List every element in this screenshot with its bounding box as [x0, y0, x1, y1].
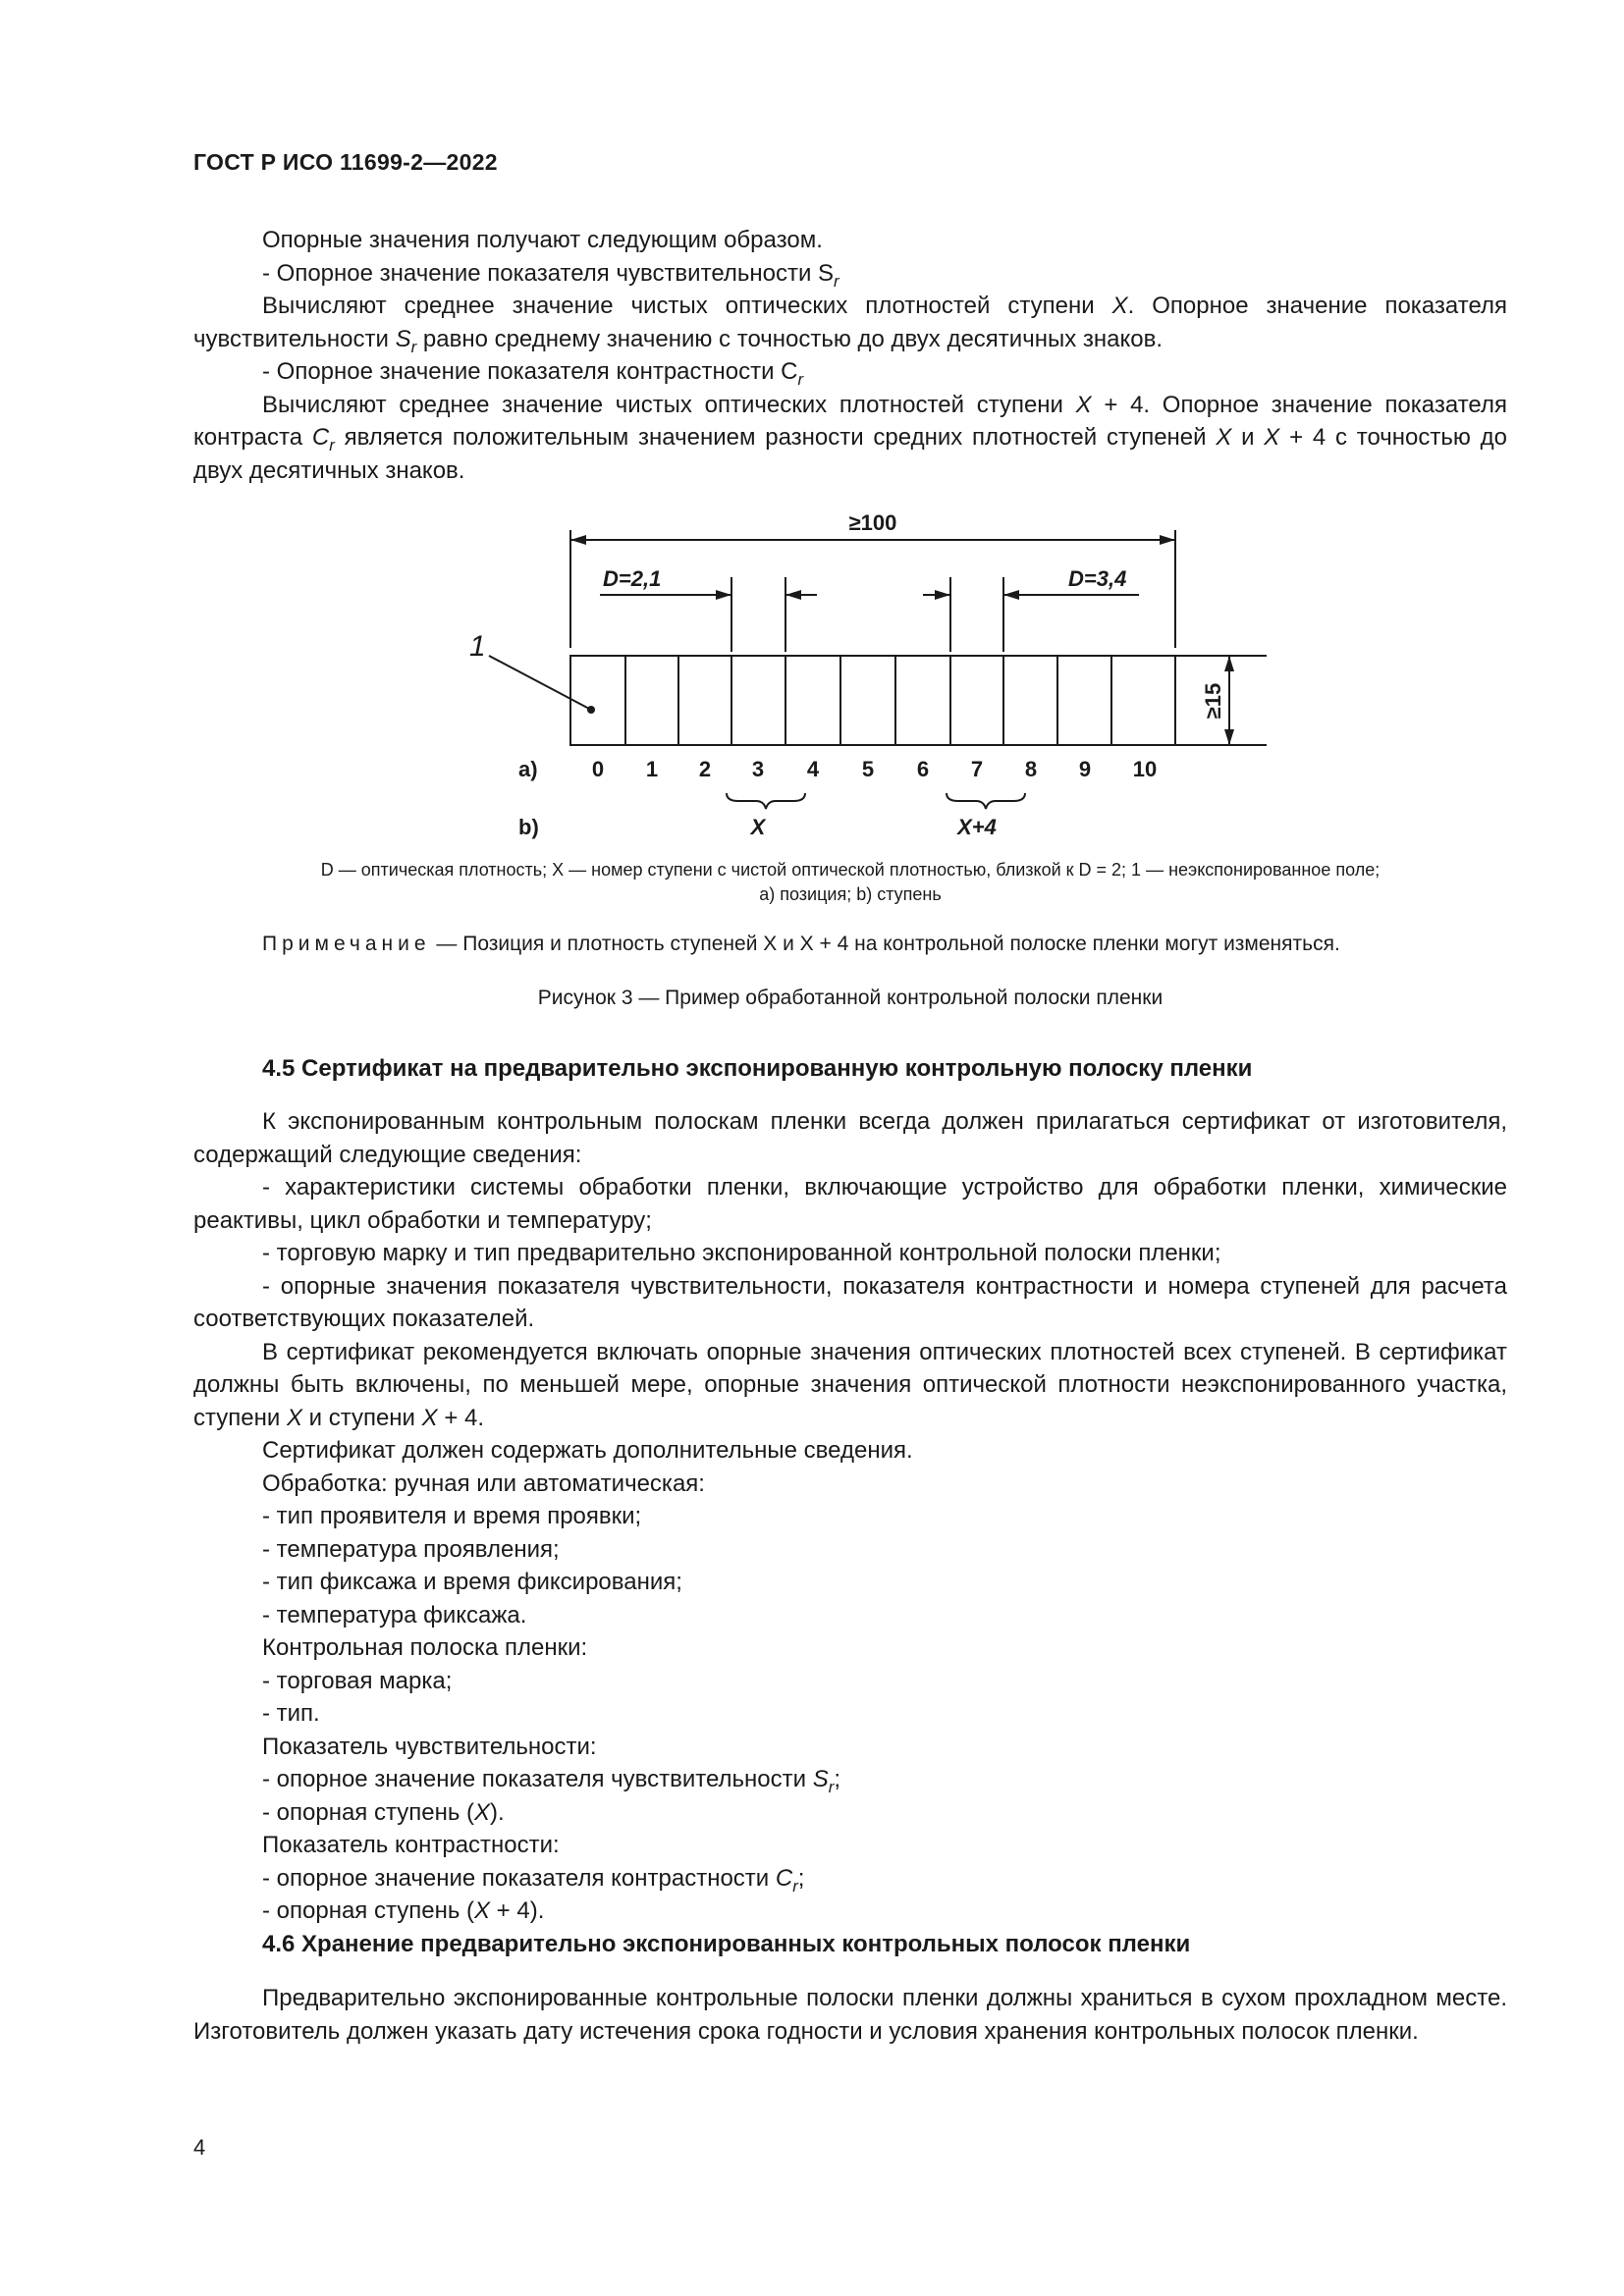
position-label: 10 — [1132, 757, 1158, 781]
s45-bullet-2: - торговую марку и тип предварительно экспонированной контрольной полоски пленки; — [262, 1240, 1221, 1266]
section-4-5-title: 4.5 Сертификат на предварительно экспонированную контрольную полоску пленки — [262, 1055, 1253, 1082]
list-item: - тип. — [262, 1700, 320, 1727]
brace-x4 — [947, 793, 1025, 809]
list-item: - опорная ступень (X). — [262, 1798, 505, 1826]
position-label: 7 — [970, 757, 984, 781]
s45-paragraph-3: Сертификат должен содержать дополнительные сведения. — [262, 1437, 913, 1464]
position-label: 6 — [916, 757, 930, 781]
step-x4-label: X+4 — [957, 815, 997, 839]
legend-line-1: D — оптическая плотность; X — номер ступени с чистой оптической плотностью, близкой к D = 2; 1 — неэкспонированное поле; — [320, 860, 1380, 880]
figure-legend — [193, 858, 1507, 907]
section-4-6-title: 4.6 Хранение предварительно экспонированных контрольных полосок пленки — [262, 1931, 1191, 1957]
sensitivity-heading: Показатель чувствительности: — [262, 1733, 597, 1760]
control-strip-figure — [0, 0, 1624, 864]
list-item: - тип проявителя и время проявки; — [262, 1503, 642, 1529]
list-item: - опорная ступень (X + 4). — [262, 1897, 545, 1924]
callout-label: 1 — [469, 630, 486, 663]
page-number: 4 — [193, 2135, 206, 2160]
processing-heading: Обработка: ручная или автоматическая: — [262, 1469, 705, 1497]
section-4-6-body — [193, 1982, 1507, 2048]
list-item: - опорное значение показателя контрастности $C_r$; — [262, 1864, 805, 1896]
position-label: 4 — [806, 757, 820, 781]
position-label: 0 — [591, 757, 605, 781]
document-header: ГОСТ Р ИСО 11699-2—2022 — [193, 149, 498, 175]
figure-note: Примечание — Позиция и плотность ступеней X и X + 4 на контрольной полоске пленки могут изменяться. — [262, 933, 1340, 955]
intro-paragraph-1: Опорные значения получают следующим образом. — [262, 227, 823, 253]
s45-paragraph-1: К экспонированным контрольным полоскам пленки всегда должен прилагаться сертификат от изготовителя, содержащий следующие сведения: — [193, 1108, 1507, 1168]
brace-x — [727, 793, 805, 809]
list-item: - торговая марка; — [262, 1667, 453, 1694]
list-item: - температура проявления; — [262, 1535, 560, 1563]
position-label: 9 — [1078, 757, 1092, 781]
intro-paragraph-3: Вычисляют среднее значение чистых оптических плотностей ступени X + 4. Опорное значение показателя контраста $C_r$ является положительным значением разности средних плотностей ступеней X и X + 4 с точностью до двух десятичных знаков. — [193, 391, 1508, 484]
list-item: - температура фиксажа. — [262, 1601, 527, 1629]
intro-bullet-sensitivity: - Опорное значение показателя чувствительности $S_r$ — [262, 259, 839, 291]
legend-line-2: a) позиция; b) ступень — [759, 884, 942, 904]
intro-paragraph-2: Вычисляют среднее значение чистых оптических плотностей ступени X. Опорное значение показателя чувствительности $S_r$ равно среднему значению с точностью до двух десятичных знаков. — [193, 293, 1507, 356]
position-label: 3 — [751, 757, 765, 781]
unexposed-field-dot — [587, 706, 595, 714]
control-strip — [570, 656, 1175, 745]
position-label: 8 — [1024, 757, 1038, 781]
height-label: ≥15 — [1201, 682, 1225, 720]
position-label: 2 — [698, 757, 712, 781]
position-label: 1 — [645, 757, 659, 781]
s45-bullet-3: - опорные значения показателя чувствительности, показателя контрастности и номера ступеней для расчета соответствующих показателей. — [193, 1272, 1507, 1332]
intro-bullet-contrast: - Опорное значение показателя контрастности $C_r$ — [262, 358, 804, 389]
s45-paragraph-2: В сертификат рекомендуется включать опорные значения оптических плотностей всех ступеней. В сертификат должны быть включены, по меньшей мере, опорные значения оптической плотности неэкспонированного участка, ступени X и ступени X + 4. — [193, 1338, 1507, 1431]
strip-heading: Контрольная полоска пленки: — [262, 1634, 588, 1661]
contrast-heading: Показатель контрастности: — [262, 1832, 560, 1858]
d1-label: D=2,1 — [603, 566, 662, 591]
d2-label: D=3,4 — [1068, 566, 1127, 591]
row-b-label: b) — [518, 815, 539, 839]
s45-bullet-1: - характеристики системы обработки пленки, включающие устройство для обработки пленки, химические реактивы, цикл обработки и температуру; — [193, 1174, 1507, 1234]
step-x-label: X — [750, 815, 766, 839]
list-item: - опорное значение показателя чувствительности $S_r$; — [262, 1766, 840, 1796]
s46-paragraph-1: Предварительно экспонированные контрольные полоски пленки должны храниться в сухом прохладном месте. Изготовитель должен указать дату истечения срока годности и условия хранения контрольных полосок пленки. — [193, 1985, 1507, 2045]
section-4-5-body — [193, 1105, 1507, 1928]
row-a-label: a) — [518, 757, 538, 781]
position-label: 5 — [861, 757, 875, 781]
list-item: - тип фиксажа и время фиксирования; — [262, 1569, 682, 1595]
figure-caption: Рисунок 3 — Пример обработанной контрольной полоски пленки — [537, 987, 1164, 1009]
width-label: ≥100 — [848, 510, 897, 535]
